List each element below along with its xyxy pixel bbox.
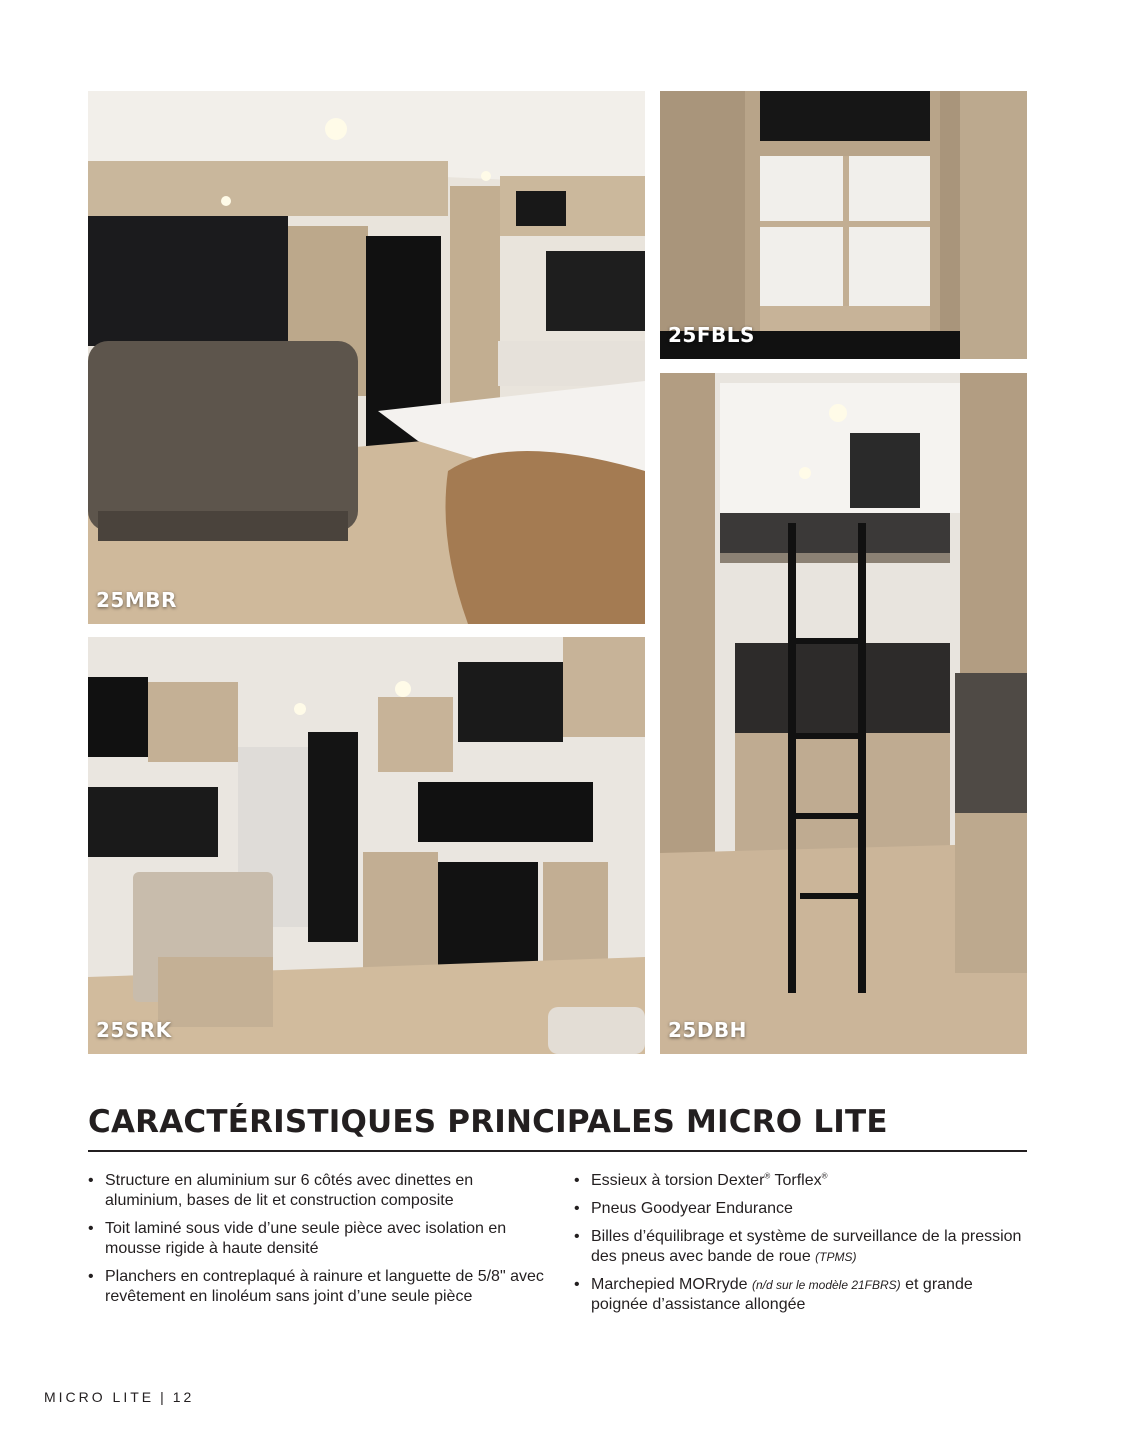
feature-item: • Planchers en contreplaqué à rainure et languette de 5/8" avec revêtement en linoléum sans joint d’une seule pièce — [88, 1268, 544, 1305]
feature-item: • Billes d’équilibrage et système de surveillance de la pression des pneus avec bande de roue (TPMS) — [574, 1228, 1022, 1265]
bullet: • — [88, 1268, 94, 1285]
bullet: • — [574, 1276, 580, 1293]
feature-item: • Pneus Goodyear Endurance — [574, 1200, 793, 1217]
photo-25srk — [88, 637, 645, 1054]
feature-note: (TPMS) — [815, 1250, 857, 1264]
features-title: CARACTÉRISTIQUES PRINCIPALES MICRO LITE — [88, 1104, 888, 1140]
photo-25mbr — [88, 91, 645, 624]
page-footer — [44, 1389, 194, 1405]
photo-label: 25SRK — [96, 1018, 172, 1042]
features-list-right — [574, 1171, 1034, 1323]
bullet: • — [574, 1200, 580, 1217]
feature-item: • Toit laminé sous vide d’une seule pièce avec isolation en mousse rigide à haute densité — [88, 1220, 507, 1257]
bullet: • — [574, 1172, 580, 1189]
title-rule — [88, 1150, 1027, 1152]
registered-mark: ® — [821, 1171, 828, 1181]
feature-note: (n/d sur le modèle 21FBRS) — [751, 1278, 901, 1292]
feature-item: • Marchepied MORryde (n/d sur le modèle 21FBRS) et grande poignée d’assistance allongée — [574, 1276, 973, 1313]
features-list-left — [88, 1171, 548, 1315]
bullet: • — [574, 1228, 580, 1245]
photo-label: 25DBH — [668, 1018, 747, 1042]
interior-bunk-image — [660, 373, 1027, 1054]
footer-brand: MICRO LITE — [44, 1389, 155, 1405]
interior-living-image — [88, 91, 645, 624]
interior-cabinet-image — [660, 91, 1027, 359]
photo-25fbls — [660, 91, 1027, 359]
page-number: 12 — [172, 1389, 195, 1405]
bullet: • — [88, 1172, 94, 1189]
photo-label: 25FBLS — [668, 323, 755, 347]
feature-item: • Essieux à torsion Dexter® Torflex® — [574, 1171, 828, 1189]
photo-label: 25MBR — [96, 588, 177, 612]
photo-25dbh — [660, 373, 1027, 1054]
footer-separator: | — [160, 1389, 167, 1405]
interior-kitchen-image — [88, 637, 645, 1054]
registered-mark: ® — [764, 1171, 771, 1181]
bullet: • — [88, 1220, 94, 1237]
feature-item: • Structure en aluminium sur 6 côtés avec dinettes en aluminium, bases de lit et construction composite — [88, 1172, 474, 1209]
